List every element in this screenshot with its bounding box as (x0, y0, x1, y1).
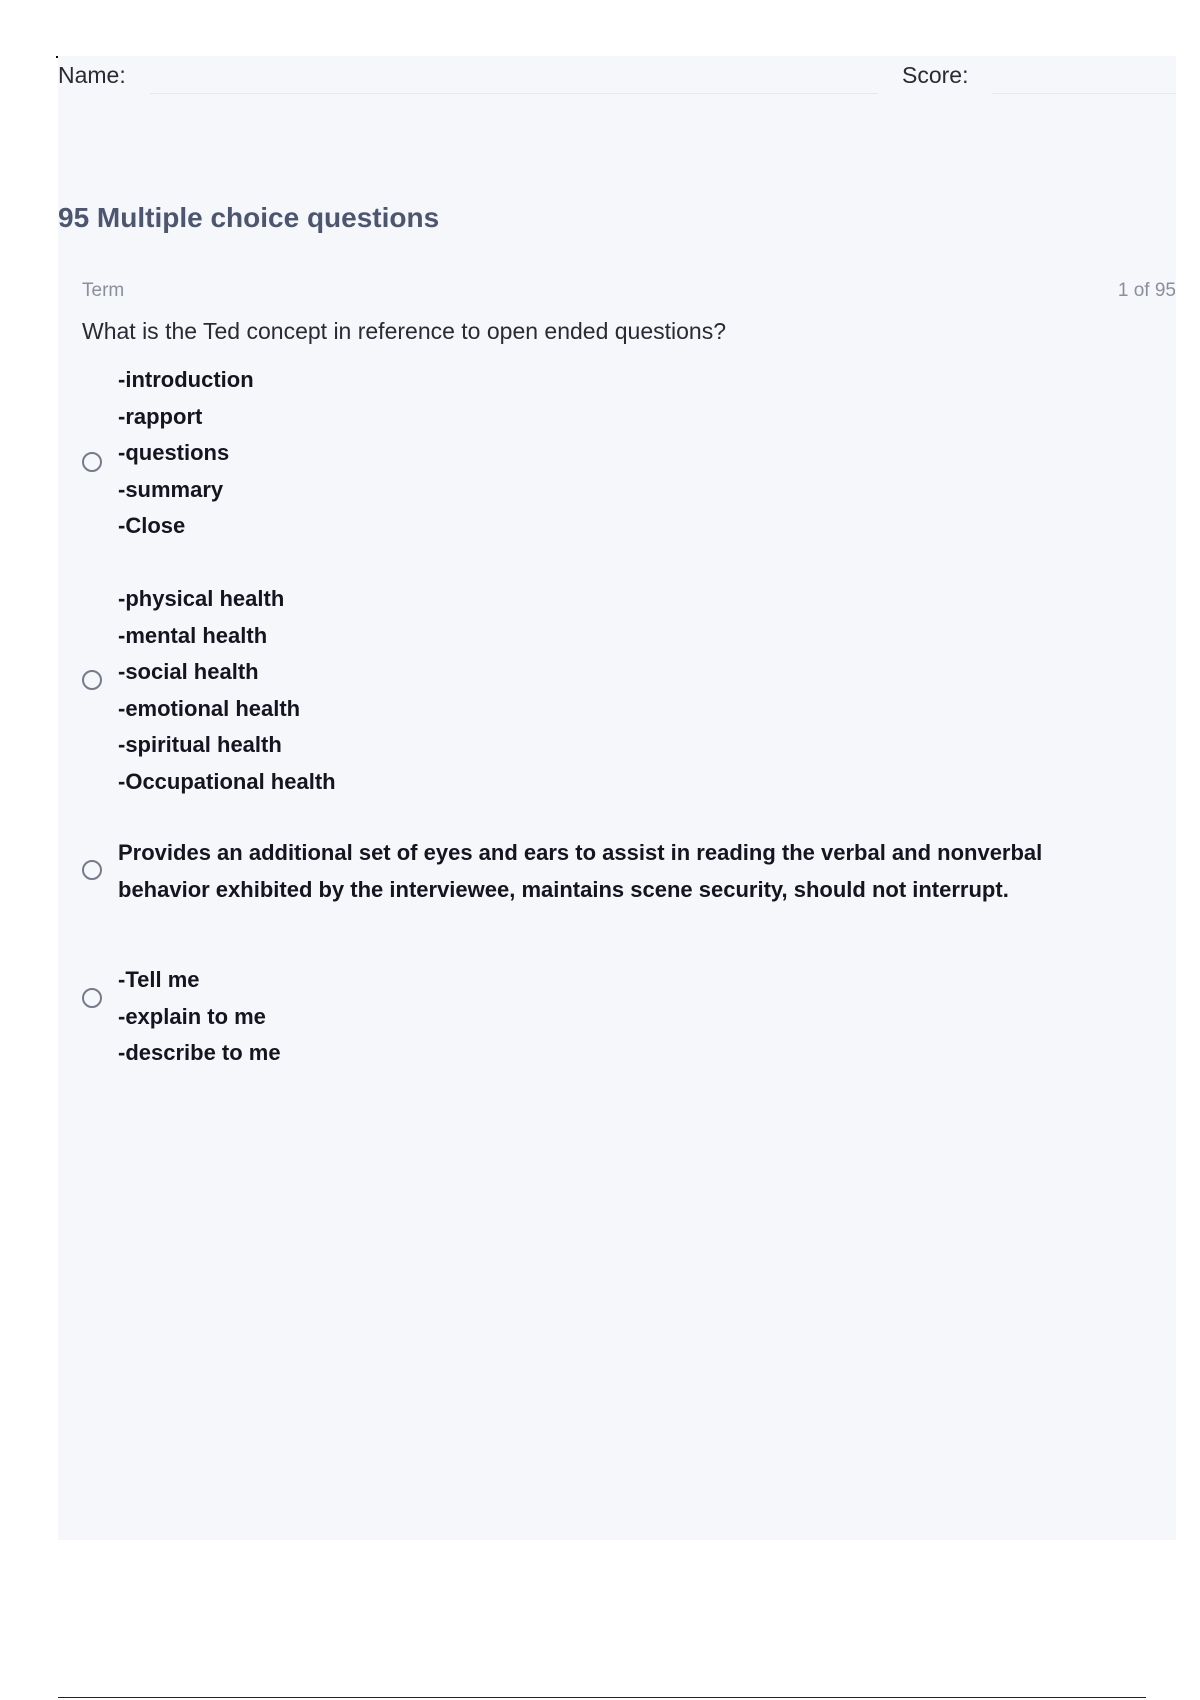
option-line: -physical health (118, 586, 285, 611)
radio-button-icon[interactable] (82, 452, 102, 472)
option-line: -rapport (118, 403, 203, 429)
question-counter: 1 of 95 (1117, 280, 1176, 301)
option-line: -spiritual health (118, 732, 282, 757)
term-label: Term (82, 280, 125, 301)
name-field-line (150, 93, 878, 94)
option-text (118, 962, 281, 1072)
option-line: -mental health (118, 622, 268, 648)
option-line: -social health (118, 659, 259, 684)
option-text (118, 581, 336, 800)
radio-button-icon[interactable] (82, 988, 102, 1008)
option-line: -Close (118, 513, 186, 538)
page-bottom-rule (58, 1697, 1146, 1698)
radio-button-icon[interactable] (82, 670, 102, 690)
option-text (118, 362, 254, 545)
option-line: -introduction (118, 367, 254, 392)
option-line: -questions (118, 440, 230, 465)
option-text (118, 835, 1042, 908)
name-label: Name: (58, 62, 126, 88)
option-line: -Tell me (118, 967, 200, 992)
option-line: -emotional health (118, 695, 301, 721)
score-field-line (992, 93, 1176, 94)
option-line: -Occupational health (118, 768, 336, 794)
option-line: behavior exhibited by the interviewee, maintains scene security, should not interrupt. (118, 876, 1009, 902)
option-line: Provides an additional set of eyes and ears to assist in reading the verbal and nonverbal (118, 840, 1043, 865)
name-score-header (58, 56, 1176, 96)
question-text: What is the Ted concept in reference to open ended questions? (82, 318, 727, 344)
option-line: -describe to me (118, 1040, 281, 1065)
section-title: 95 Multiple choice questions (58, 202, 440, 233)
score-label: Score: (902, 62, 969, 88)
radio-button-icon[interactable] (82, 860, 102, 880)
worksheet-page (58, 56, 1176, 1540)
option-line: -summary (118, 476, 224, 502)
option-line: -explain to me (118, 1003, 266, 1029)
